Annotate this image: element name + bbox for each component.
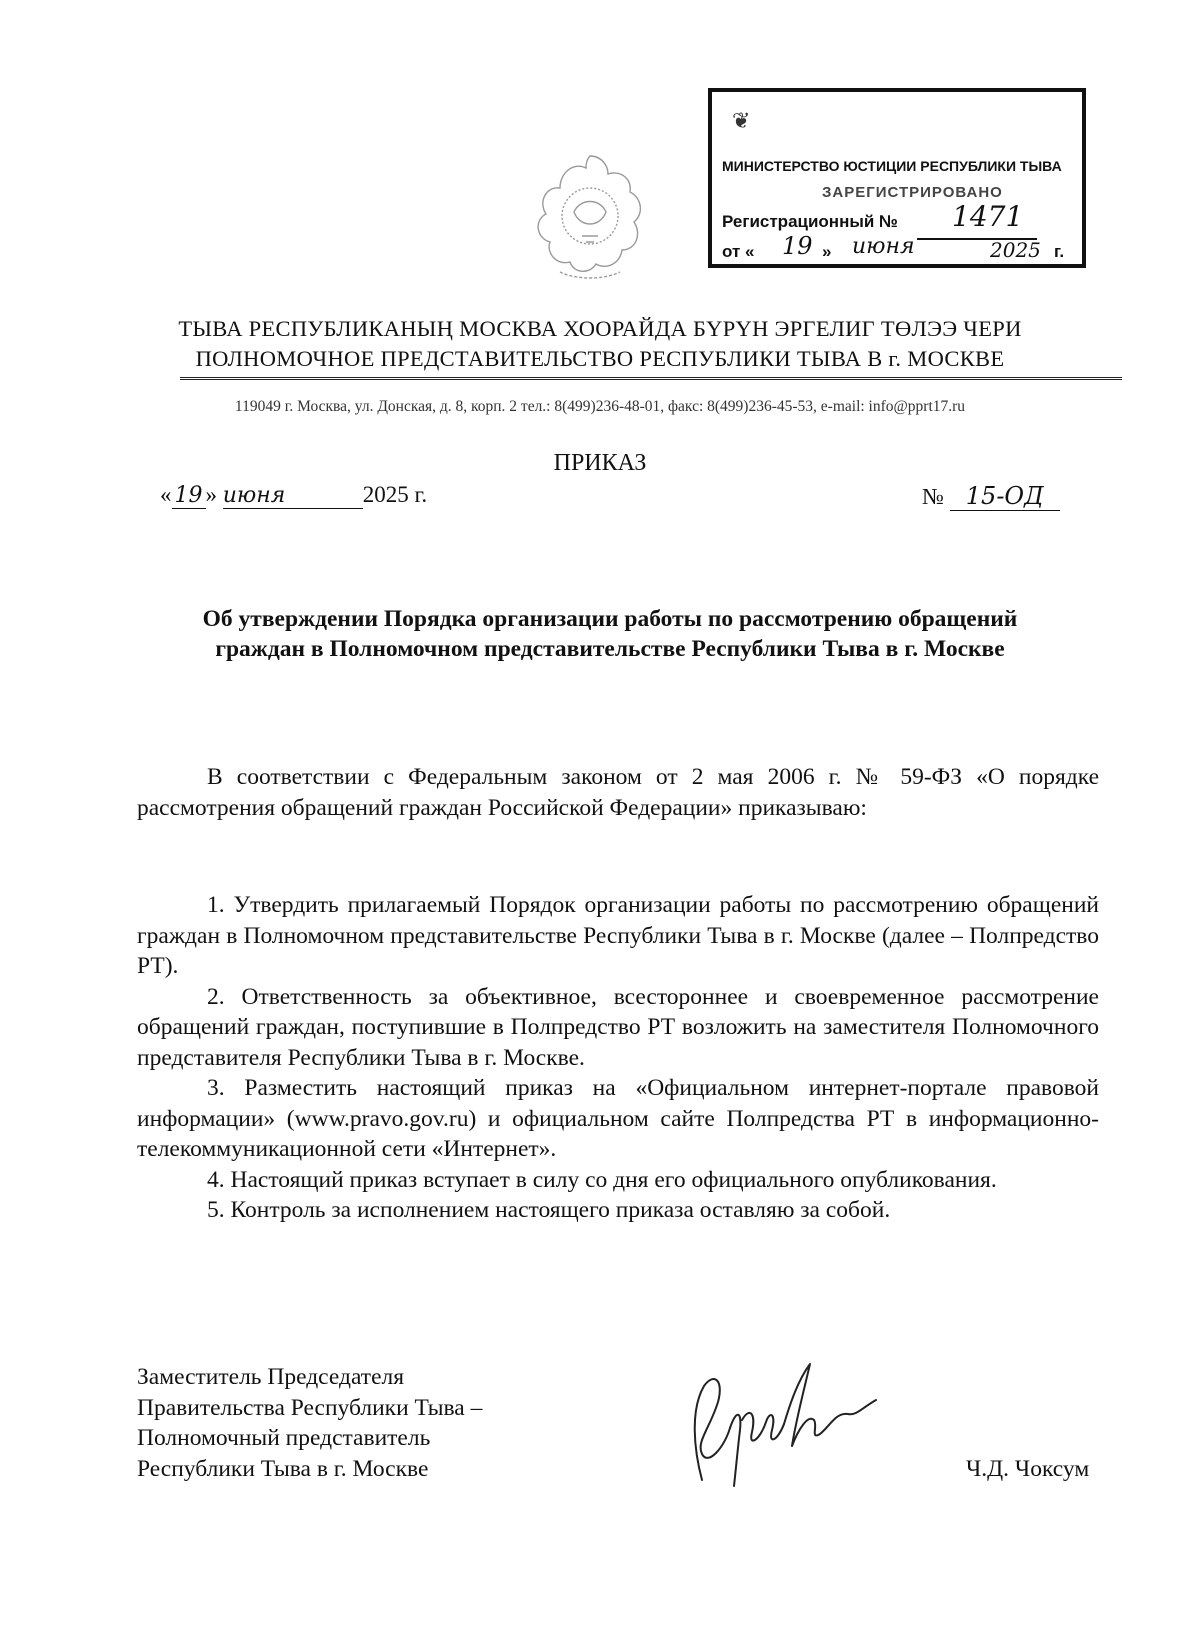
signatory-name: Ч.Д. Чоксум	[966, 1456, 1090, 1482]
order-number-label: №	[922, 484, 944, 509]
position-line-1: Заместитель Председателя	[137, 1364, 405, 1390]
letterhead-tuvan: ТЫВА РЕСПУБЛИКАНЫҢ МОСКВА ХООРАЙДА БҮРҮН ЭРГЕЛИГ ТӨЛЭЭ ЧЕРИ	[178, 316, 1022, 341]
order-items	[137, 890, 1099, 1226]
letterhead-divider	[180, 377, 1122, 382]
position-line-3: Полномочный представитель	[137, 1425, 431, 1451]
signatory-position	[137, 1362, 482, 1484]
stamp-date-line	[722, 232, 1065, 262]
stamp-date-day: 19	[782, 232, 813, 260]
registration-stamp	[708, 88, 1086, 268]
order-date-open: «	[160, 482, 172, 507]
stamp-date-month: июня	[852, 234, 915, 259]
stamp-ministry: МИНИСТЕРСТВО ЮСТИЦИИ РЕСПУБЛИКИ ТЫВА	[722, 158, 1062, 174]
document-title: ПРИКАЗ	[553, 450, 647, 476]
order-number-value: 15-ОД	[950, 482, 1060, 511]
letterhead-russian: ПОЛНОМОЧНОЕ ПРЕДСТАВИТЕЛЬСТВО РЕСПУБЛИКИ ТЫВА В г. МОСКВЕ	[195, 346, 1005, 371]
subject-line-2: граждан в Полномочном представительстве Республики Тыва в г. Москве	[215, 636, 1005, 662]
order-subject	[120, 604, 1100, 664]
position-line-4: Республики Тыва в г. Москве	[137, 1455, 429, 1482]
order-date-year: 2025 г.	[362, 482, 428, 507]
stamp-date-from: от «	[722, 242, 755, 261]
order-item-3: 3. Разместить настоящий приказ на «Официальном интернет-портале правовой информации» (www.pravo.gov.ru) и официальном сайте Полпредства РТ в информационно-телекоммуникационной сети «Интернет».	[137, 1075, 1099, 1162]
order-date-month: июня	[223, 483, 363, 509]
stamp-mark-icon: ❦	[732, 108, 751, 133]
order-date-day: 19	[172, 483, 206, 509]
order-item-4: 4. Настоящий приказ вступает в силу со дня его официального опубликования.	[207, 1166, 997, 1193]
stamp-reg-label: Регистрационный №	[722, 212, 898, 231]
stamp-date-year: 2025	[990, 238, 1041, 262]
order-number	[922, 482, 1060, 511]
order-item-2: 2. Ответственность за объективное, всестороннее и своевременное рассмотрение обращений граждан, поступившие в Полпредство РТ возложить на заместителя Полномочного представителя Республики Тыва в г. Москве.	[137, 983, 1099, 1071]
stamp-date-suffix: г.	[1054, 242, 1065, 261]
stamp-reg-number: 1471	[952, 200, 1024, 233]
stamp-registered: ЗАРЕГИСТРИРОВАНО	[822, 184, 1003, 201]
coat-of-arms-emblem	[530, 148, 650, 288]
order-item-1: 1. Утвердить прилагаемый Порядок организации работы по рассмотрению обращений граждан в Полномочном представительстве Республики Тыва в г. Москве (далее – Полпредство РТ).	[137, 892, 1099, 979]
subject-line-1: Об утверждении Порядка организации работы по рассмотрению обращений	[202, 606, 1018, 632]
order-date	[160, 482, 427, 509]
handwritten-signature	[680, 1350, 910, 1490]
order-item-5: 5. Контроль за исполнением настоящего приказа оставляю за собой.	[207, 1197, 891, 1223]
stamp-date-mid: »	[822, 242, 832, 261]
order-date-close: »	[205, 482, 217, 507]
position-line-2: Правительства Республики Тыва –	[137, 1394, 483, 1421]
intro-paragraph: В соответствии с Федеральным законом от 2 мая 2006 г. № 59-ФЗ «О порядке рассмотрения обращений граждан Российской Федерации» приказываю:	[137, 764, 1099, 821]
stamp-registration-line	[722, 200, 1024, 233]
letterhead-address: 119049 г. Москва, ул. Донская, д. 8, корп. 2 тел.: 8(499)236-48-01, факс: 8(499)236-45-53, e-mail: info@pprt17.ru	[234, 398, 966, 415]
